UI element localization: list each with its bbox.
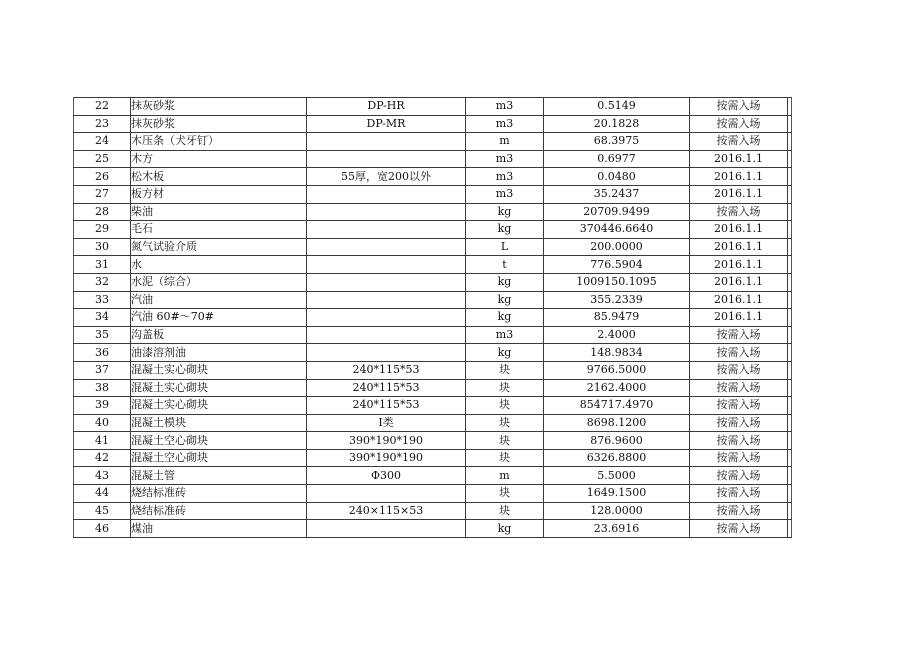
table-row (74, 485, 792, 503)
material-quantity: 876.9600 (544, 432, 690, 450)
material-spec: 55厚，宽200以外 (307, 168, 466, 186)
material-remark: 按需入场 (690, 115, 788, 133)
material-unit: m (466, 467, 544, 485)
material-spec (307, 150, 466, 168)
material-quantity: 20709.9499 (544, 203, 690, 221)
material-quantity: 2162.4000 (544, 379, 690, 397)
material-remark: 按需入场 (690, 397, 788, 415)
empty-cell (788, 221, 792, 239)
empty-cell (788, 379, 792, 397)
material-quantity: 6326.8800 (544, 449, 690, 467)
material-spec (307, 344, 466, 362)
material-spec (307, 133, 466, 151)
table-row (74, 98, 792, 116)
material-quantity: 5.5000 (544, 467, 690, 485)
material-unit: kg (466, 203, 544, 221)
row-number: 26 (74, 168, 131, 186)
material-name: 木压条（犬牙钉） (131, 133, 307, 151)
material-unit: 块 (466, 449, 544, 467)
material-quantity: 1649.1500 (544, 485, 690, 503)
material-remark: 2016.1.1 (690, 150, 788, 168)
material-spec: 390*190*190 (307, 449, 466, 467)
empty-cell (788, 168, 792, 186)
material-remark: 按需入场 (690, 98, 788, 116)
material-unit: 块 (466, 361, 544, 379)
row-number: 42 (74, 449, 131, 467)
material-name: 混凝土空心砌块 (131, 432, 307, 450)
row-number: 34 (74, 309, 131, 327)
table-row (74, 449, 792, 467)
material-spec: 240*115*53 (307, 397, 466, 415)
empty-cell (788, 256, 792, 274)
material-quantity: 9766.5000 (544, 361, 690, 379)
table-row (74, 291, 792, 309)
material-name: 烧结标准砖 (131, 485, 307, 503)
material-name: 抹灰砂浆 (131, 115, 307, 133)
material-remark: 按需入场 (690, 502, 788, 520)
row-number: 43 (74, 467, 131, 485)
material-unit: kg (466, 309, 544, 327)
material-name: 木方 (131, 150, 307, 168)
material-unit: kg (466, 291, 544, 309)
material-spec (307, 326, 466, 344)
table-row (74, 309, 792, 327)
empty-cell (788, 309, 792, 327)
material-name: 混凝土模块 (131, 414, 307, 432)
material-spec: Φ300 (307, 467, 466, 485)
material-name: 松木板 (131, 168, 307, 186)
material-unit: m3 (466, 98, 544, 116)
material-name: 水 (131, 256, 307, 274)
material-remark: 按需入场 (690, 467, 788, 485)
row-number: 39 (74, 397, 131, 415)
material-quantity: 85.9479 (544, 309, 690, 327)
material-unit: m3 (466, 168, 544, 186)
empty-cell (788, 150, 792, 168)
empty-cell (788, 185, 792, 203)
material-unit: 块 (466, 502, 544, 520)
row-number: 30 (74, 238, 131, 256)
material-spec (307, 485, 466, 503)
material-name: 混凝土实心砌块 (131, 361, 307, 379)
material-name: 油漆溶剂油 (131, 344, 307, 362)
material-spec: I类 (307, 414, 466, 432)
material-unit: m3 (466, 150, 544, 168)
material-unit: 块 (466, 432, 544, 450)
material-name: 抹灰砂浆 (131, 98, 307, 116)
table-row (74, 361, 792, 379)
material-spec (307, 221, 466, 239)
material-quantity: 0.6977 (544, 150, 690, 168)
table-row (74, 150, 792, 168)
material-quantity: 0.0480 (544, 168, 690, 186)
material-remark: 2016.1.1 (690, 256, 788, 274)
material-unit: 块 (466, 379, 544, 397)
materials-table-body (74, 98, 792, 538)
material-name: 混凝土实心砌块 (131, 379, 307, 397)
material-remark: 2016.1.1 (690, 185, 788, 203)
empty-cell (788, 115, 792, 133)
row-number: 25 (74, 150, 131, 168)
material-unit: kg (466, 273, 544, 291)
material-remark: 2016.1.1 (690, 309, 788, 327)
table-row (74, 414, 792, 432)
material-spec: 240×115×53 (307, 502, 466, 520)
material-spec: DP-MR (307, 115, 466, 133)
table-row (74, 238, 792, 256)
material-spec: 240*115*53 (307, 379, 466, 397)
material-name: 混凝土空心砌块 (131, 449, 307, 467)
material-quantity: 370446.6640 (544, 221, 690, 239)
material-name: 柴油 (131, 203, 307, 221)
material-unit: kg (466, 221, 544, 239)
material-name: 汽油 (131, 291, 307, 309)
empty-cell (788, 238, 792, 256)
table-row (74, 467, 792, 485)
material-spec: 240*115*53 (307, 361, 466, 379)
materials-table (73, 97, 792, 538)
empty-cell (788, 344, 792, 362)
material-spec (307, 520, 466, 538)
material-spec (307, 291, 466, 309)
row-number: 32 (74, 273, 131, 291)
table-row (74, 185, 792, 203)
material-remark: 按需入场 (690, 485, 788, 503)
material-unit: m3 (466, 185, 544, 203)
material-remark: 2016.1.1 (690, 221, 788, 239)
empty-cell (788, 449, 792, 467)
row-number: 33 (74, 291, 131, 309)
material-quantity: 20.1828 (544, 115, 690, 133)
material-spec (307, 273, 466, 291)
material-spec: DP-HR (307, 98, 466, 116)
empty-cell (788, 133, 792, 151)
material-name: 水泥（综合） (131, 273, 307, 291)
material-remark: 按需入场 (690, 379, 788, 397)
material-remark: 2016.1.1 (690, 273, 788, 291)
material-quantity: 355.2339 (544, 291, 690, 309)
material-remark: 2016.1.1 (690, 238, 788, 256)
material-name: 氮气试验介质 (131, 238, 307, 256)
material-unit: L (466, 238, 544, 256)
material-unit: kg (466, 344, 544, 362)
empty-cell (788, 98, 792, 116)
row-number: 41 (74, 432, 131, 450)
material-remark: 按需入场 (690, 133, 788, 151)
material-quantity: 776.5904 (544, 256, 690, 274)
table-row (74, 520, 792, 538)
material-spec: 390*190*190 (307, 432, 466, 450)
empty-cell (788, 326, 792, 344)
row-number: 24 (74, 133, 131, 151)
material-quantity: 854717.4970 (544, 397, 690, 415)
table-row (74, 344, 792, 362)
material-unit: 块 (466, 414, 544, 432)
material-remark: 按需入场 (690, 432, 788, 450)
table-row (74, 133, 792, 151)
material-quantity: 148.9834 (544, 344, 690, 362)
material-quantity: 23.6916 (544, 520, 690, 538)
material-name: 混凝土实心砌块 (131, 397, 307, 415)
row-number: 35 (74, 326, 131, 344)
table-row (74, 256, 792, 274)
table-row (74, 168, 792, 186)
material-unit: 块 (466, 397, 544, 415)
material-quantity: 35.2437 (544, 185, 690, 203)
empty-cell (788, 203, 792, 221)
material-name: 烧结标准砖 (131, 502, 307, 520)
row-number: 36 (74, 344, 131, 362)
row-number: 28 (74, 203, 131, 221)
material-remark: 按需入场 (690, 520, 788, 538)
row-number: 40 (74, 414, 131, 432)
material-remark: 2016.1.1 (690, 291, 788, 309)
empty-cell (788, 485, 792, 503)
material-name: 混凝土管 (131, 467, 307, 485)
row-number: 29 (74, 221, 131, 239)
material-quantity: 0.5149 (544, 98, 690, 116)
material-quantity: 1009150.1095 (544, 273, 690, 291)
row-number: 45 (74, 502, 131, 520)
table-row (74, 203, 792, 221)
empty-cell (788, 432, 792, 450)
material-quantity: 8698.1200 (544, 414, 690, 432)
material-name: 沟盖板 (131, 326, 307, 344)
empty-cell (788, 291, 792, 309)
material-unit: 块 (466, 485, 544, 503)
material-quantity: 2.4000 (544, 326, 690, 344)
material-name: 毛石 (131, 221, 307, 239)
empty-cell (788, 414, 792, 432)
table-row (74, 326, 792, 344)
material-remark: 2016.1.1 (690, 168, 788, 186)
row-number: 31 (74, 256, 131, 274)
row-number: 23 (74, 115, 131, 133)
row-number: 22 (74, 98, 131, 116)
material-spec (307, 309, 466, 327)
empty-cell (788, 467, 792, 485)
material-remark: 按需入场 (690, 449, 788, 467)
material-spec (307, 256, 466, 274)
row-number: 27 (74, 185, 131, 203)
table-row (74, 502, 792, 520)
material-quantity: 200.0000 (544, 238, 690, 256)
material-remark: 按需入场 (690, 344, 788, 362)
material-remark: 按需入场 (690, 414, 788, 432)
empty-cell (788, 361, 792, 379)
empty-cell (788, 273, 792, 291)
material-remark: 按需入场 (690, 361, 788, 379)
material-unit: m (466, 133, 544, 151)
material-quantity: 128.0000 (544, 502, 690, 520)
material-spec (307, 238, 466, 256)
material-quantity: 68.3975 (544, 133, 690, 151)
material-unit: m3 (466, 326, 544, 344)
row-number: 46 (74, 520, 131, 538)
material-unit: kg (466, 520, 544, 538)
row-number: 37 (74, 361, 131, 379)
table-row (74, 115, 792, 133)
material-name: 煤油 (131, 520, 307, 538)
empty-cell (788, 502, 792, 520)
table-row (74, 397, 792, 415)
table-row (74, 273, 792, 291)
material-unit: m3 (466, 115, 544, 133)
material-remark: 按需入场 (690, 203, 788, 221)
row-number: 44 (74, 485, 131, 503)
row-number: 38 (74, 379, 131, 397)
material-spec (307, 185, 466, 203)
material-spec (307, 203, 466, 221)
material-name: 板方材 (131, 185, 307, 203)
table-row (74, 432, 792, 450)
material-remark: 按需入场 (690, 326, 788, 344)
table-row (74, 221, 792, 239)
material-unit: t (466, 256, 544, 274)
table-row (74, 379, 792, 397)
empty-cell (788, 520, 792, 538)
empty-cell (788, 397, 792, 415)
material-name: 汽油 60#～70# (131, 309, 307, 327)
